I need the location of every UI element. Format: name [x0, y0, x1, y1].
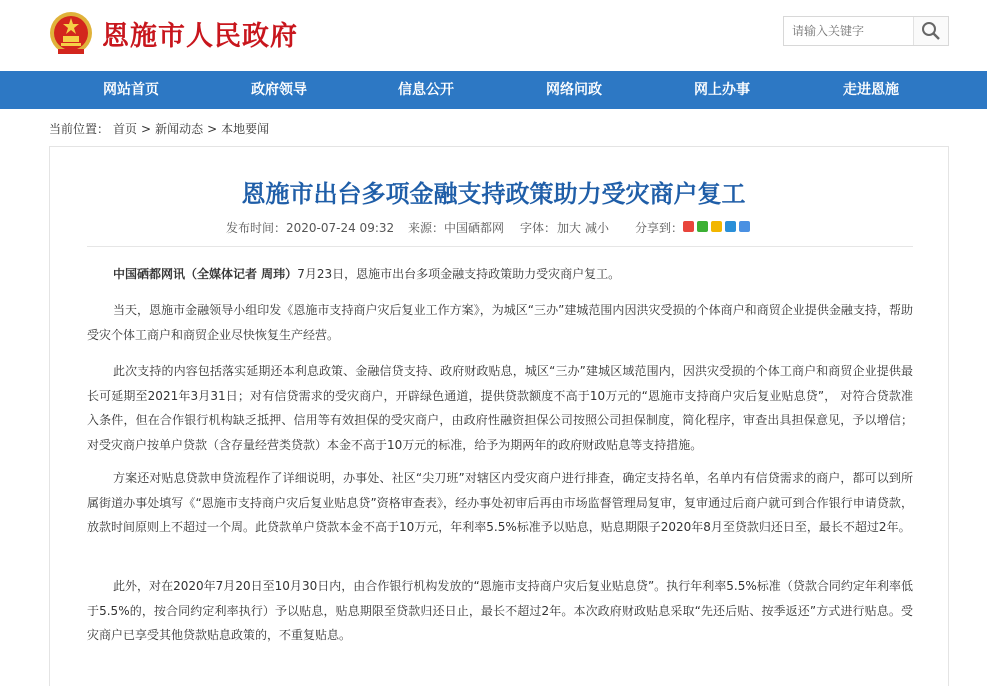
article-paragraph: 此外，对在2020年7月20日至10月30日内，由合作银行机构发放的“恩施市支持商户灾后复业贴息贷”。执行年利率5.5%标准（贷款合同约定年利率低于5.5%的，按合同约定利率执行）予以贴息，贴息期限至贷款归还日止，最长不超过2年。本次政府财政贴息采取“先还后贴、按季返还”方式进行贴息。受灾商户已享受其他贷款贴息政策的，不重复贴息。	[87, 579, 913, 642]
breadcrumb	[49, 120, 273, 137]
search-input[interactable]	[784, 17, 922, 45]
font-larger-button[interactable]: 加大	[557, 221, 582, 235]
nav-item-online-services[interactable]: 网上办事	[694, 82, 750, 98]
more-share-icon[interactable]	[739, 221, 750, 232]
header	[0, 0, 987, 71]
font-smaller-button[interactable]: 减小	[585, 221, 610, 235]
wechat-icon[interactable]	[697, 221, 708, 232]
main-nav	[0, 71, 987, 109]
national-emblem-icon	[49, 9, 93, 57]
site-title[interactable]: 恩施市人民政府	[102, 21, 298, 52]
breadcrumb-item-home[interactable]: 首页	[113, 122, 138, 136]
breadcrumb-item-news[interactable]: 新闻动态	[155, 122, 204, 136]
font-label: 字体：	[520, 221, 557, 235]
article-paragraph: 当天，恩施市金融领导小组印发《恩施市支持商户灾后复业工作方案》，为城区“三办”建城范围内因洪灾受损的个体商户和商贸企业提供金融支持，帮助受灾个体工商户和商贸企业尽快恢复生产经营。	[87, 303, 913, 342]
search-button[interactable]	[913, 17, 948, 45]
qzone-icon[interactable]	[711, 221, 722, 232]
share-label: 分享到：	[635, 221, 684, 235]
article-title: 恩施市出台多项金融支持政策助力受灾商户复工	[241, 180, 746, 208]
breadcrumb-prefix: 当前位置：	[49, 122, 110, 136]
article-paragraph: 方案还对贴息贷款申贷流程作了详细说明，办事处、社区“尖刀班”对辖区内受灾商户进行排查，确定支持名单，名单内有信贷需求的商户，都可以到所属街道办事处填写《“恩施市支持商户灾后复业贴息贷”资格审查表》，经办事处初审后再由市场监督管理局复审，复审通过后商户就可到合作银行申请贷款，放款时间原则上不超过一个周。此贷款单户贷款本金不高于10万元，年利率5.5%标准予以贴息，贴息期限子2020年8月至贷款归还日至，最长不超过2年。	[87, 471, 913, 534]
nav-item-about-enshi[interactable]: 走进恩施	[843, 82, 899, 98]
article-paragraph: 此次支持的内容包括落实延期还本利息政策、金融信贷支持、政府财政贴息，城区“三办”建城区域范围内，因洪灾受损的个体工商户和商贸企业提供最长可延期至2021年3月31日；对有信贷需求的受灾商户，开辟绿色通道，提供贷款额度不高于10万元的“恩施市支持商户灾后复业贴息贷”， 对符合贷款准入条件，但在合作银行机构缺乏抵押、信用等有效担保的受灾商户，由政府性融资担保公司按照公司担保制度，简化程序，审查出具担保意见，予以增信；对受灾商户按单户贷款（含存量经营类贷款）本金不高于10万元的标准，给予为期两年的政府财政贴息等支持措施。	[87, 364, 913, 452]
lead-text: 7月23日，恩施市出台多项金融支持政策助力受灾商户复工。	[297, 267, 621, 281]
breadcrumb-item-local[interactable]: 本地要闻	[221, 122, 270, 136]
article-source: 来源：中国硒都网	[408, 221, 505, 235]
search-box	[783, 16, 949, 46]
meta-divider	[87, 246, 913, 247]
nav-item-online-inquiry[interactable]: 网络问政	[546, 82, 602, 98]
magnifier-icon	[914, 17, 948, 45]
nav-item-info-disclosure[interactable]: 信息公开	[398, 82, 454, 98]
breadcrumb-separator: >	[141, 122, 152, 136]
share-icons	[683, 221, 753, 235]
publish-time: 发布时间：2020-07-24 09:32	[226, 221, 395, 235]
nav-item-leaders[interactable]: 政府领导	[251, 82, 307, 98]
article-lead	[87, 262, 913, 287]
lead-byline: 中国硒都网讯（全媒体记者 周玮）	[113, 267, 298, 281]
weibo-icon[interactable]	[683, 221, 694, 232]
nav-item-home[interactable]: 网站首页	[103, 82, 159, 98]
breadcrumb-separator: >	[207, 122, 218, 136]
qq-icon[interactable]	[725, 221, 736, 232]
